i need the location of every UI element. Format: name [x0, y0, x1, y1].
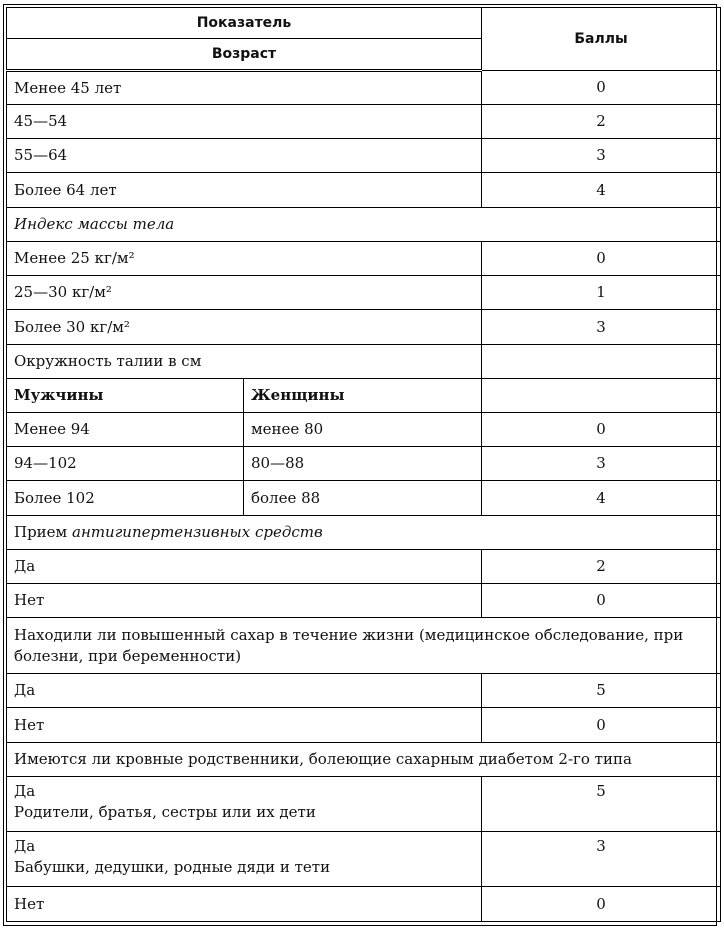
row-label — [7, 832, 482, 887]
table-row — [7, 887, 721, 922]
table-row — [7, 777, 721, 832]
row-score: 5 — [482, 777, 721, 832]
answer-text: Да — [14, 837, 36, 855]
row-label: Да — [7, 550, 482, 584]
row-label: Нет — [7, 584, 482, 618]
row-label: 55—64 — [7, 139, 482, 173]
row-label: 45—54 — [7, 105, 482, 139]
women-value: менее 80 — [244, 413, 482, 447]
row-label: Менее 25 кг/м² — [7, 242, 482, 276]
table-row — [7, 413, 721, 447]
row-label — [7, 777, 482, 832]
section-heading-row — [7, 618, 721, 674]
men-value: 94—102 — [7, 447, 244, 481]
row-score: 2 — [482, 105, 721, 139]
table-row — [7, 674, 721, 708]
row-label: Более 64 лет — [7, 173, 482, 208]
row-score: 5 — [482, 674, 721, 708]
empty-score-cell — [482, 379, 721, 413]
table-row — [7, 708, 721, 743]
row-score: 3 — [482, 832, 721, 887]
answer-detail: Бабушки, дедушки, родные дяди и тети — [14, 858, 331, 876]
section-heading-row — [7, 743, 721, 777]
answer-text: Да — [14, 782, 36, 800]
section-heading-row — [7, 208, 721, 242]
table-row — [7, 584, 721, 618]
waist-heading: Окружность талии в см — [7, 345, 482, 379]
row-label: Да — [7, 674, 482, 708]
empty-score-cell — [482, 345, 721, 379]
row-score: 3 — [482, 139, 721, 173]
table-row — [7, 242, 721, 276]
table-row — [7, 139, 721, 173]
table-row — [7, 481, 721, 516]
relatives-heading: Имеются ли кровные родственники, болеющие сахарным диабетом 2-го типа — [7, 743, 721, 777]
header-row — [7, 8, 721, 39]
men-value: Более 102 — [7, 481, 244, 516]
row-score: 2 — [482, 550, 721, 584]
row-score: 0 — [482, 584, 721, 618]
bmi-heading: Индекс массы тела — [7, 208, 721, 242]
men-value: Менее 94 — [7, 413, 244, 447]
women-value: более 88 — [244, 481, 482, 516]
row-score: 1 — [482, 276, 721, 310]
score-header: Баллы — [482, 8, 721, 71]
row-score: 0 — [482, 708, 721, 743]
table-row — [7, 447, 721, 481]
indicator-header: Показатель — [7, 8, 482, 39]
waist-subheader-row — [7, 379, 721, 413]
row-score: 0 — [482, 413, 721, 447]
table-row — [7, 71, 721, 105]
row-label: Более 30 кг/м² — [7, 310, 482, 345]
row-score: 4 — [482, 173, 721, 208]
men-header: Мужчины — [7, 379, 244, 413]
table-row — [7, 276, 721, 310]
high-sugar-heading: Находили ли повышенный сахар в течение жизни (медицинское обследование, при болезни, при беременности) — [7, 618, 721, 674]
table-row — [7, 550, 721, 584]
row-label: Менее 45 лет — [7, 71, 482, 105]
risk-score-table — [6, 7, 721, 922]
row-label: Нет — [7, 887, 482, 922]
row-label: 25—30 кг/м² — [7, 276, 482, 310]
row-label: Нет — [7, 708, 482, 743]
women-value: 80—88 — [244, 447, 482, 481]
row-score: 0 — [482, 242, 721, 276]
heading-plain-text: Прием — [14, 523, 72, 541]
row-score: 4 — [482, 481, 721, 516]
section-heading-row — [7, 516, 721, 550]
table-row — [7, 832, 721, 887]
row-score: 3 — [482, 447, 721, 481]
section-heading-row — [7, 345, 721, 379]
antihypertensive-heading — [7, 516, 721, 550]
row-score: 0 — [482, 887, 721, 922]
row-score: 3 — [482, 310, 721, 345]
women-header: Женщины — [244, 379, 482, 413]
row-score: 0 — [482, 71, 721, 105]
table-row — [7, 105, 721, 139]
age-header: Возраст — [7, 39, 482, 71]
table-row — [7, 310, 721, 345]
answer-detail: Родители, братья, сестры или их дети — [14, 803, 316, 821]
heading-italic-text: антигипертензивных средств — [72, 523, 323, 541]
table-row — [7, 173, 721, 208]
